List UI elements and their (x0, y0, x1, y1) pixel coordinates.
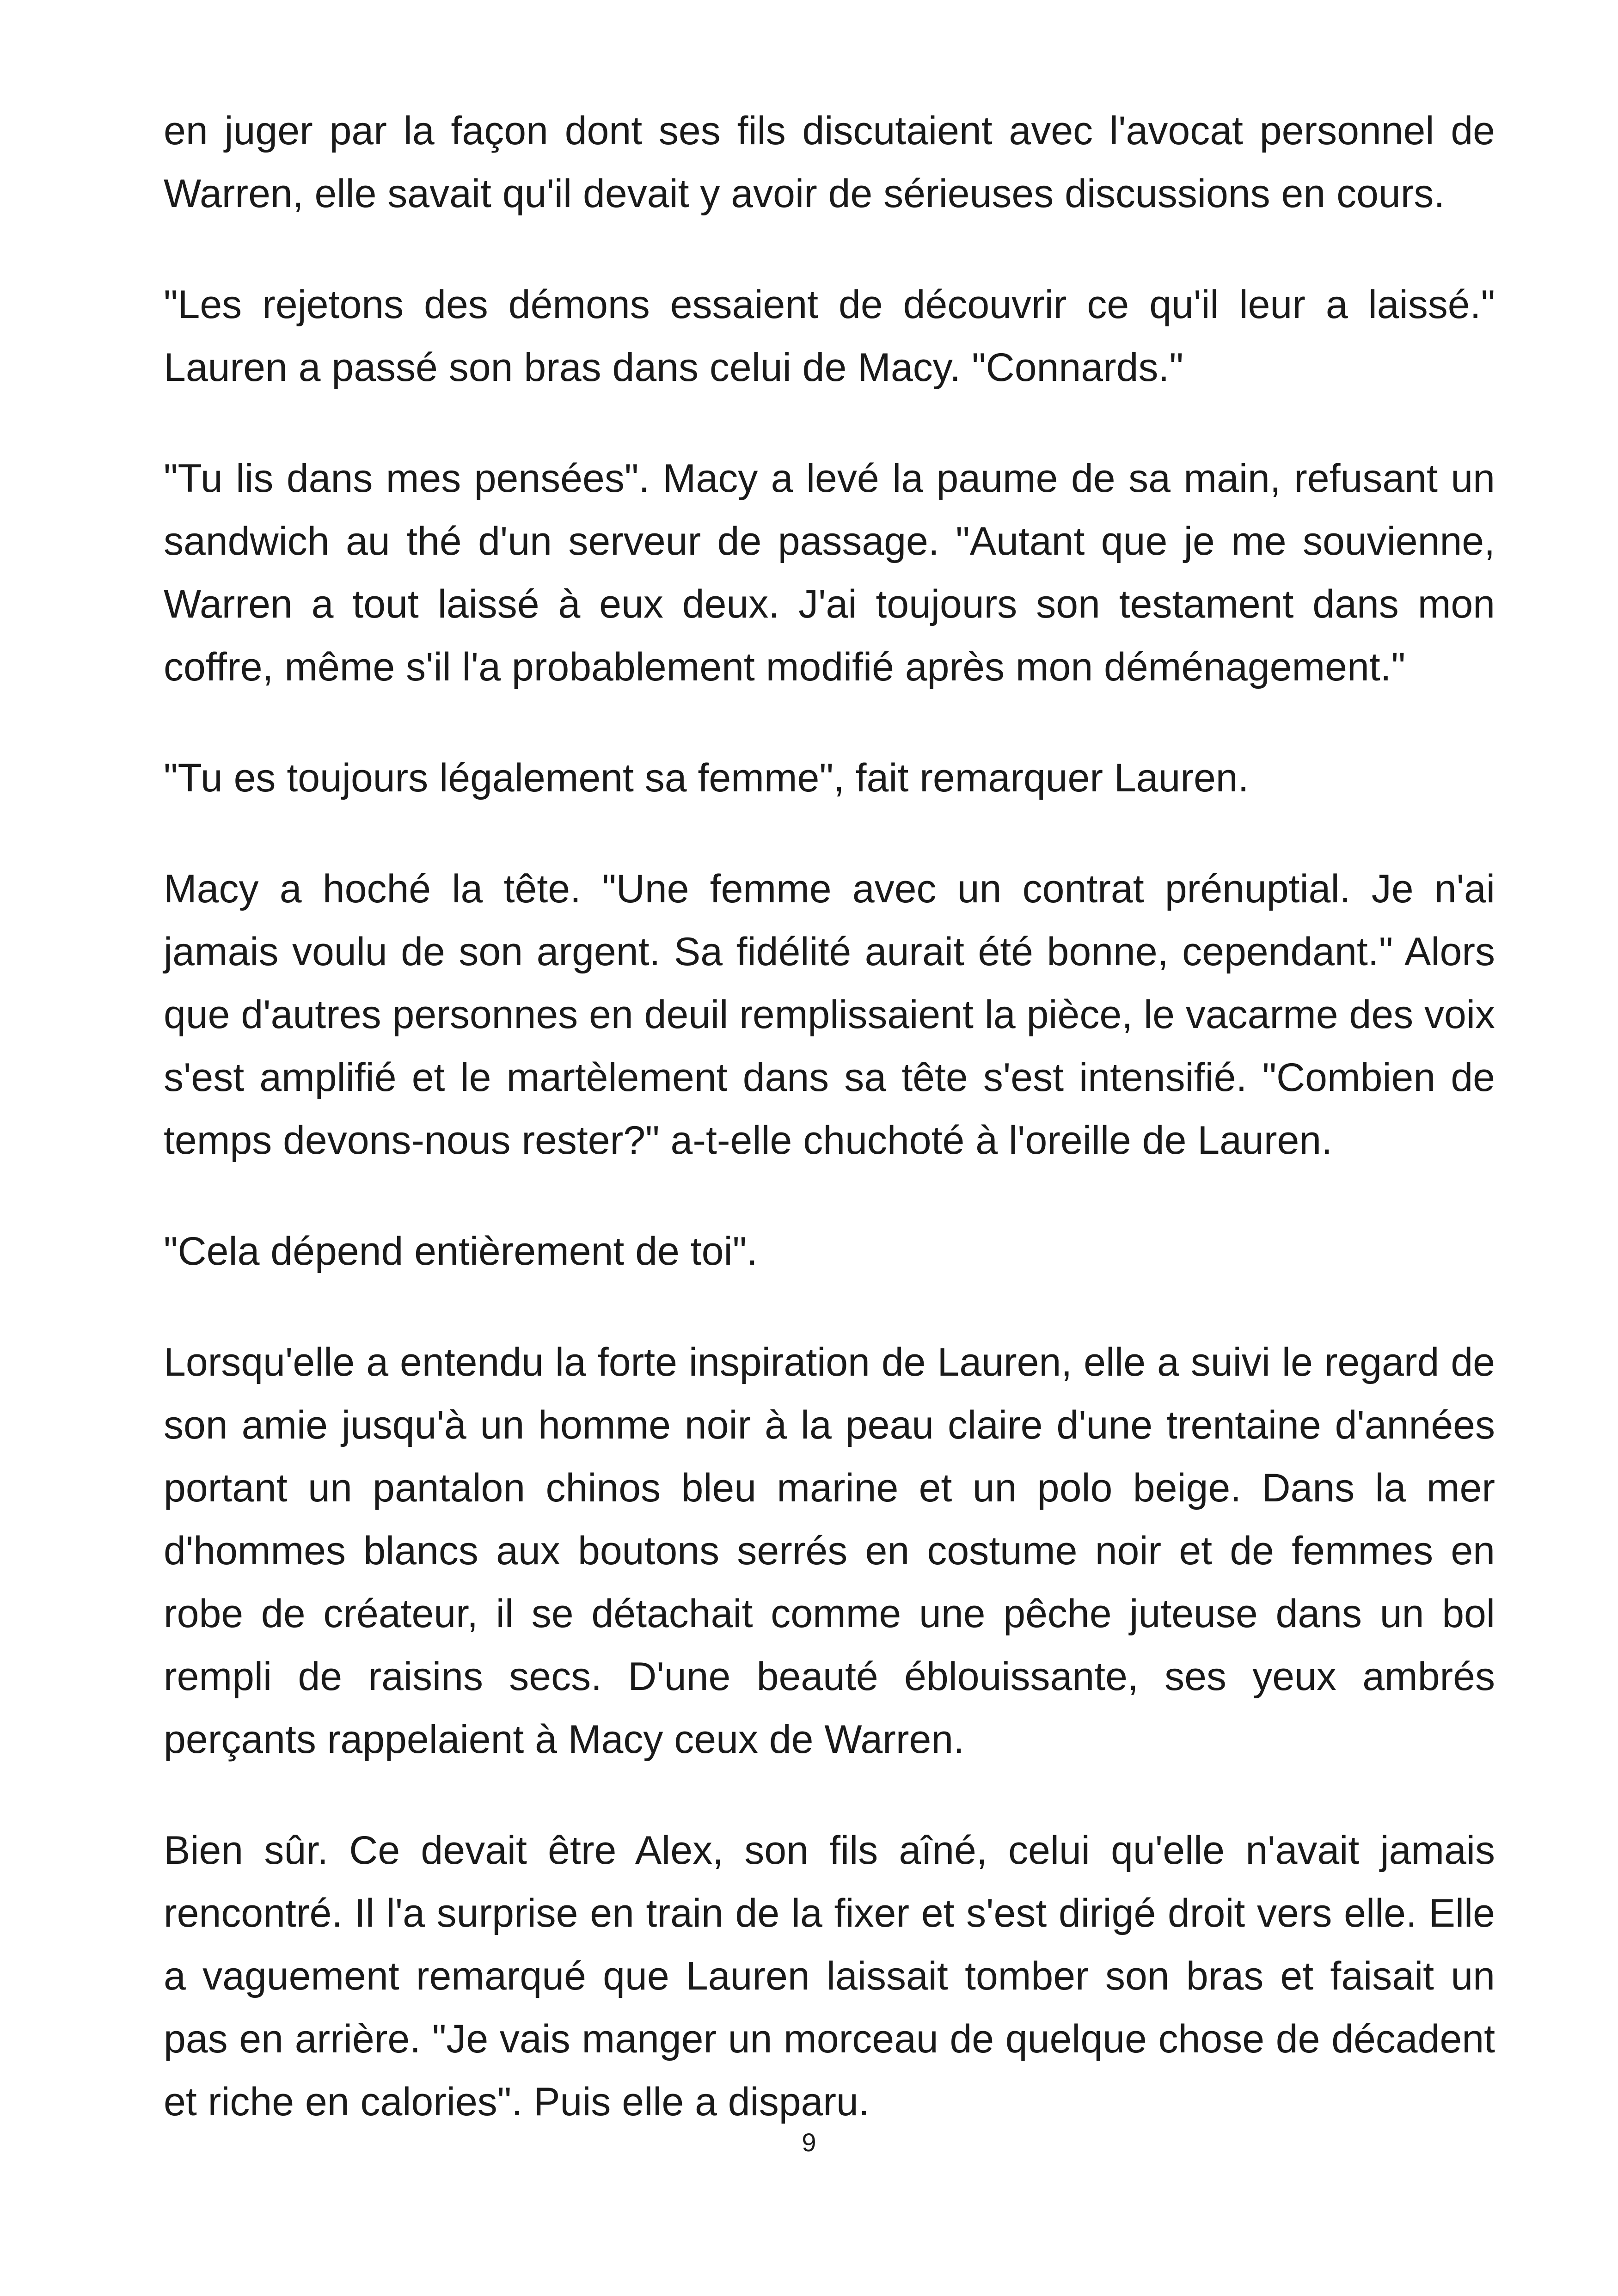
page-number: 9 (802, 2128, 816, 2157)
paragraph: "Tu es toujours légalement sa femme", fait remarquer Lauren. (164, 756, 1249, 800)
paragraph: "Tu lis dans mes pensées". Macy a levé la paume de sa main, refusant un sandwich au thé d'un serveur de passage. "Autant que je me souvienne, Warren a tout laissé à eux deux. J'ai toujours son testament dans mon coffre, même s'il l'a probablement modifié après mon déménagement." (164, 456, 1495, 689)
paragraph: Macy a hoché la tête. "Une femme avec un contrat prénuptial. Je n'ai jamais voulu de son argent. Sa fidélité aurait été bonne, cependant." Alors que d'autres personnes en deuil remplissaient la pièce, le vacarme des voix s'est amplifié et le martèlement dans sa tête s'est intensifié. "Combien de temps devons-nous rester?" a-t-elle chuchoté à l'oreille de Lauren. (164, 867, 1495, 1163)
paragraph: Lorsqu'elle a entendu la forte inspiration de Lauren, elle a suivi le regard de son amie jusqu'à un homme noir à la peau claire d'une trentaine d'années portant un pantalon chinos bleu marine et un polo beige. Dans la mer d'hommes blancs aux boutons serrés en costume noir et de femmes en robe de créateur, il se détachait comme une pêche juteuse dans un bol rempli de raisins secs. D'une beauté éblouissante, ses yeux ambrés perçants rappelaient à Macy ceux de Warren. (164, 1340, 1495, 1762)
paragraph: "Les rejetons des démons essaient de découvrir ce qu'il leur a laissé." Lauren a passé son bras dans celui de Macy. "Connards." (164, 282, 1495, 390)
body-text (164, 99, 1495, 2181)
paragraph: "Cela dépend entièrement de toi". (164, 1229, 758, 1274)
paragraph: Bien sûr. Ce devait être Alex, son fils aîné, celui qu'elle n'avait jamais rencontré. Il l'a surprise en train de la fixer et s'est dirigé droit vers elle. Elle a vaguement remarqué que Lauren laissait tomber son bras et faisait un pas en arrière. "Je vais manger un morceau de quelque chose de décadent et riche en calories". Puis elle a disparu. (164, 1828, 1495, 2124)
paragraph: en juger par la façon dont ses fils discutaient avec l'avocat personnel de Warren, elle savait qu'il devait y avoir de sérieuses discussions en cours. (164, 109, 1495, 216)
